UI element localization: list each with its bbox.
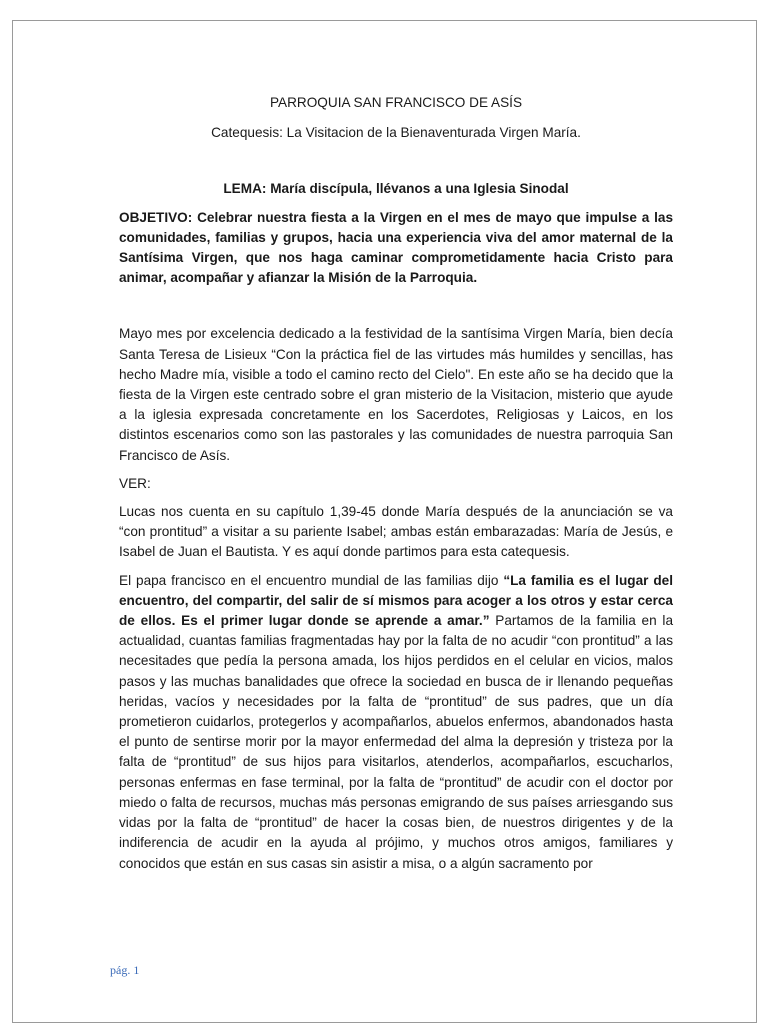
intro-paragraph: Mayo mes por excelencia dedicado a la festividad de la santísima Virgen María, bien decía Santa Teresa de Lisieux “Con la práctica fiel de las virtudes más humildes y sencillas, has hecho Madre mía, visible a todo el camino recto del Cielo". En este año se ha decido que la fiesta de la Virgen este centrado sobre el gran misterio de la Visitacion, misterio que ayude a la iglesia expresada concretamente en los Sacerdotes, Religiosas y Laicos, en los distintos escenarios como son las pastorales y las comunidades de nuestra parroquia San Francisco de Asís.	[119, 326, 673, 463]
papa-rest-text: Partamos de la familia en la actualidad, cuantas familias fragmentadas hay por la falta de no acudir “con prontitud” a las necesitades que pedía la persona amada, los hijos perdidos en el celular en vicios, malos pasos y las muchas banalidades que ofrece la sociedad en busca de ir llenando pequeñas heridas, vacíos y necesidades por la falta de “prontitud” de sus padres, que un día prometieron cuidarlos, protegerlos y acompañarlos, abuelos enfermos, abandonados hasta el punto de sentirse morir por la mayor enfermedad del alma la depresión y tristeza por la falta de “prontitud” de sus hijos para visitarlos, atenderlos, acompañarlos, escucharlos, personas enfermas en fase terminal, por la falta de “prontitud” de acudir con el doctor por miedo o falta de recursos, muchas más personas emigrando de sus países arriesgando sus vidas por la falta de “prontitud” de hacer la cosas bien, de nuestros dirigentes y de la indiferencia de acudir en la ayuda al prójimo, y muchos otros amigos, familiares y conocidos que están en sus casas sin asistir a misa, o a algún sacramento por	[119, 613, 674, 871]
papa-paragraph	[119, 571, 673, 874]
objetivo-paragraph: OBJETIVO: Celebrar nuestra fiesta a la Virgen en el mes de mayo que impulse a las comunidades, familias y grupos, hacia una experiencia viva del amor maternal de la Santísima Virgen, que nos haga caminar comprometidamente hacia Cristo para animar, acompañar y afianzar la Misión de la Parroquia.	[119, 209, 673, 286]
papa-intro-text: El papa francisco en el encuentro mundial de las familias dijo	[119, 572, 504, 588]
lucas-paragraph: Lucas nos cuenta en su capítulo 1,39-45 donde María después de la anunciación se va “con prontitud” a visitar a su pariente Isabel; ambas están embarazadas: María de Jesús, e Isabel de Juan el Bautista. Y es aquí donde partimos para esta catequesis.	[119, 504, 673, 560]
document-body	[119, 93, 673, 882]
papa-quote: “La familia es el lugar del encuentro, del compartir, del salir de sí mismos para acoger a los otros y estar cerca de ellos. Es el primer lugar donde se aprende a amar.”	[119, 572, 673, 629]
lema-line: LEMA: María discípula, llévanos a una Iglesia Sinodal	[223, 181, 569, 197]
page-number: pág. 1	[110, 963, 140, 977]
document-title: PARROQUIA SAN FRANCISCO DE ASÍS	[269, 95, 523, 110]
ver-label: VER:	[119, 475, 151, 491]
document-page	[12, 20, 757, 1023]
document-subtitle: Catequesis: La Visitacion de la Bienaventurada Virgen María.	[211, 125, 581, 141]
